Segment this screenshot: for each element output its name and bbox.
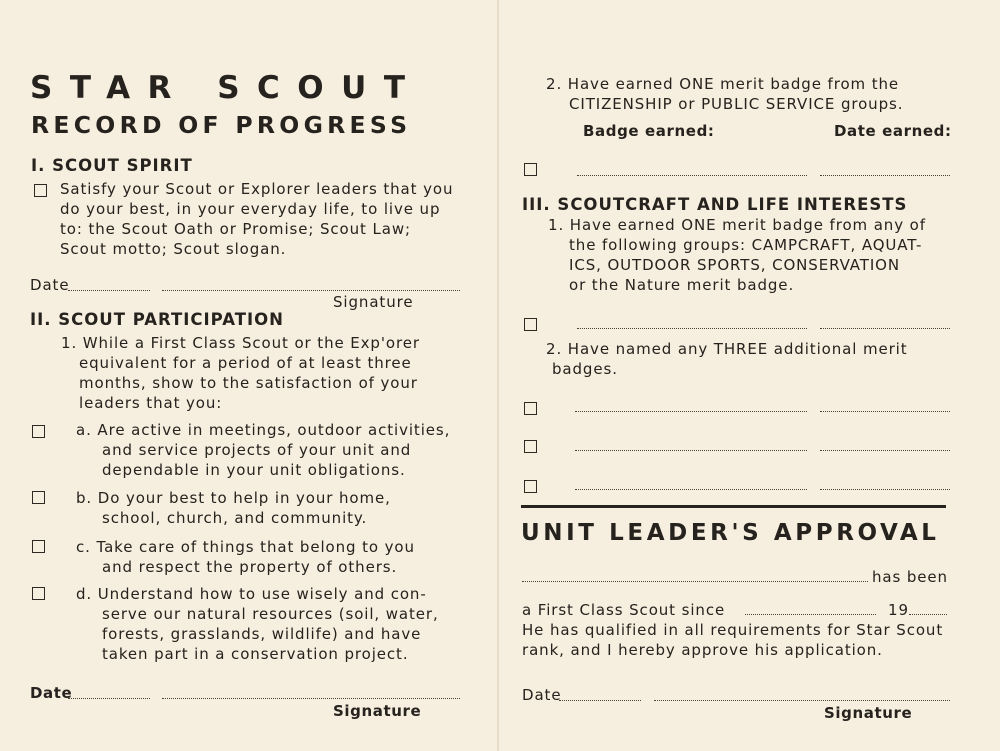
date-field[interactable] [68, 290, 150, 291]
checkbox-item-d[interactable] [32, 587, 45, 600]
scout-name-field[interactable] [522, 581, 868, 582]
badge-earned-label: Badge earned: [583, 122, 715, 140]
date-earned-field[interactable] [820, 328, 950, 329]
date-earned-field[interactable] [820, 489, 950, 490]
divider [521, 505, 946, 508]
participation-intro-line: equivalent for a period of at least three [79, 354, 412, 372]
item-b-line: school, church, and community. [102, 509, 368, 527]
card-title: STAR SCOUT [30, 70, 423, 106]
scout-spirit-line: to: the Scout Oath or Promise; Scout Law; [60, 220, 411, 238]
badge-field[interactable] [575, 450, 807, 451]
since-text: a First Class Scout since [522, 601, 726, 619]
year-field[interactable] [909, 614, 947, 615]
item-d-line: forests, grasslands, wildlife) and have [102, 625, 422, 643]
year-prefix: 19 [888, 601, 909, 619]
date-label: Date [30, 276, 70, 294]
citizenship-item-line: CITIZENSHIP or PUBLIC SERVICE groups. [569, 95, 904, 113]
item-d-line: serve our natural resources (soil, water, [102, 605, 439, 623]
checkbox-item-c[interactable] [32, 540, 45, 553]
checkbox-scoutcraft-badge[interactable] [524, 318, 537, 331]
date-earned-field[interactable] [820, 175, 950, 176]
section-heading-scoutcraft: III. SCOUTCRAFT AND LIFE INTERESTS [522, 195, 908, 214]
approval-line: rank, and I hereby approve his application. [522, 641, 883, 659]
badge-field[interactable] [577, 328, 807, 329]
section-heading-participation: II. SCOUT PARTICIPATION [30, 310, 284, 329]
date-label: Date [522, 686, 562, 704]
signature-field[interactable] [654, 700, 950, 701]
participation-intro-line: leaders that you: [79, 394, 223, 412]
checkbox-item-a[interactable] [32, 425, 45, 438]
signature-label: Signature [333, 702, 422, 720]
badge-field[interactable] [575, 489, 807, 490]
additional-badges-line: badges. [552, 360, 618, 378]
date-field[interactable] [559, 700, 641, 701]
checkbox-additional-badge-2[interactable] [524, 440, 537, 453]
checkbox-scout-spirit[interactable] [34, 184, 47, 197]
badge-field[interactable] [577, 175, 807, 176]
item-d-line: d. Understand how to use wisely and con- [76, 585, 427, 603]
participation-intro-line: 1. While a First Class Scout or the Exp'orer [61, 334, 420, 352]
scout-spirit-line: do your best, in your everyday life, to live up [60, 200, 441, 218]
item-d-line: taken part in a conservation project. [102, 645, 409, 663]
checkbox-citizenship-badge[interactable] [524, 163, 537, 176]
signature-label: Signature [333, 293, 414, 311]
signature-label: Signature [824, 704, 913, 722]
date-earned-field[interactable] [820, 411, 950, 412]
scout-spirit-line: Scout motto; Scout slogan. [60, 240, 287, 258]
approval-line: He has qualified in all requirements for Star Scout [522, 621, 944, 639]
checkbox-additional-badge-1[interactable] [524, 402, 537, 415]
item-b-line: b. Do your best to help in your home, [76, 489, 391, 507]
item-a-line: a. Are active in meetings, outdoor activities, [76, 421, 451, 439]
item-a-line: dependable in your unit obligations. [102, 461, 406, 479]
citizenship-item-line: 2. Have earned ONE merit badge from the [546, 75, 900, 93]
scoutcraft-line: 1. Have earned ONE merit badge from any of [548, 216, 926, 234]
card-subtitle: RECORD OF PROGRESS [31, 111, 412, 139]
checkbox-additional-badge-3[interactable] [524, 480, 537, 493]
signature-field[interactable] [162, 290, 460, 291]
since-date-field[interactable] [745, 614, 876, 615]
item-c-line: and respect the property of others. [102, 558, 398, 576]
item-c-line: c. Take care of things that belong to you [76, 538, 415, 556]
approval-heading: UNIT LEADER'S APPROVAL [521, 520, 940, 546]
additional-badges-line: 2. Have named any THREE additional merit [546, 340, 908, 358]
scout-spirit-line: Satisfy your Scout or Explorer leaders that you [60, 180, 454, 198]
section-heading-scout-spirit: I. SCOUT SPIRIT [31, 156, 193, 175]
date-earned-label: Date earned: [834, 122, 952, 140]
scoutcraft-line: or the Nature merit badge. [569, 276, 795, 294]
scoutcraft-line: the following groups: CAMPCRAFT, AQUAT- [569, 236, 923, 254]
checkbox-item-b[interactable] [32, 491, 45, 504]
date-label: Date [30, 684, 73, 702]
scoutcraft-line: ICS, OUTDOOR SPORTS, CONSERVATION [569, 256, 900, 274]
participation-intro-line: months, show to the satisfaction of your [79, 374, 418, 392]
center-fold [497, 0, 499, 751]
item-a-line: and service projects of your unit and [102, 441, 412, 459]
signature-field[interactable] [162, 698, 460, 699]
badge-field[interactable] [575, 411, 807, 412]
date-field[interactable] [68, 698, 150, 699]
date-earned-field[interactable] [820, 450, 950, 451]
has-been-text: has been [872, 568, 948, 586]
